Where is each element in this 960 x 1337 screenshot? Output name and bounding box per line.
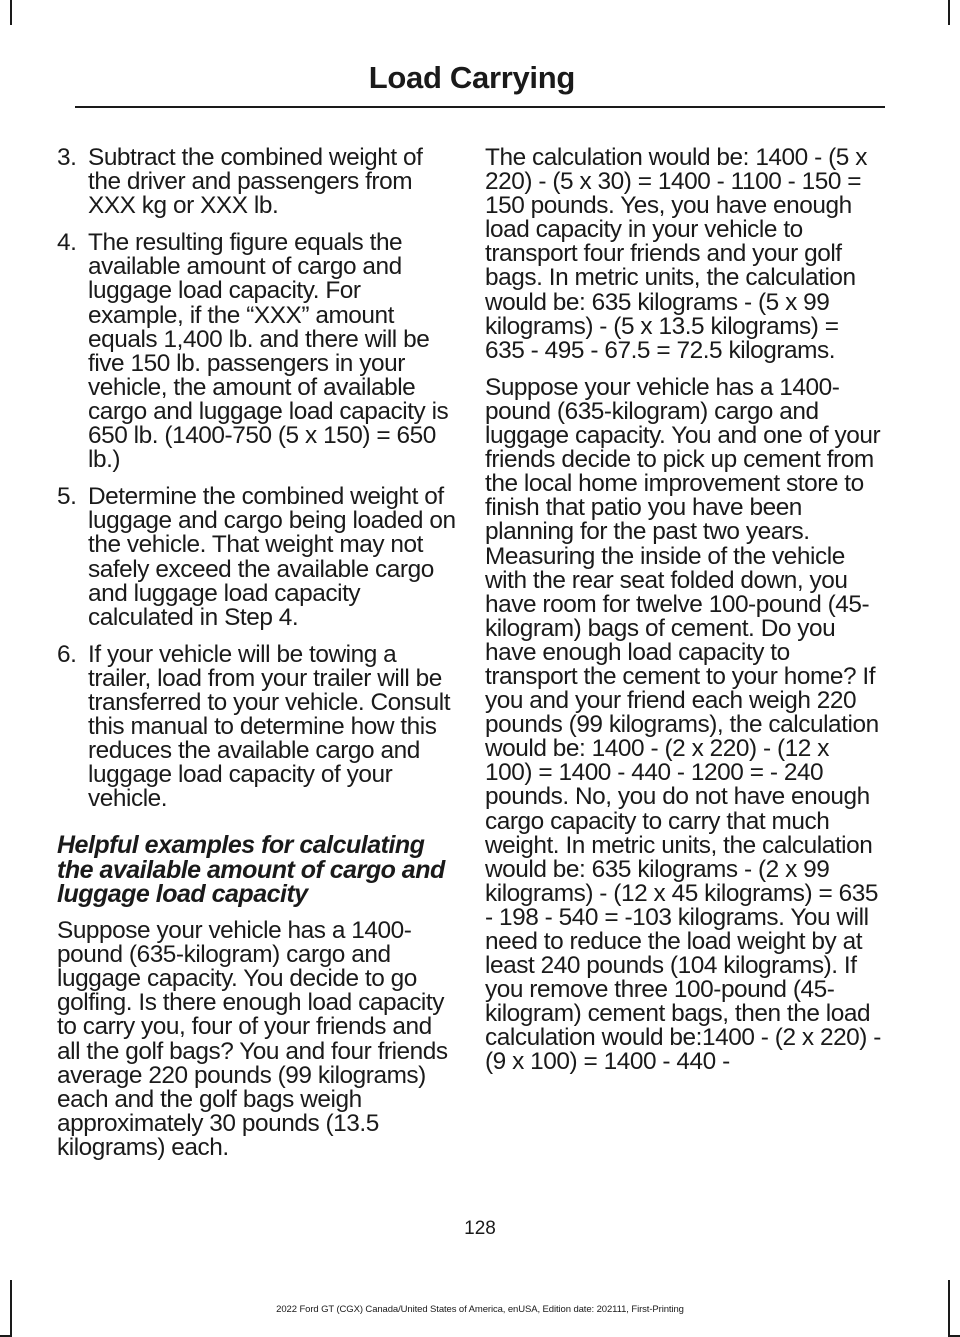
step-number: 6.	[57, 640, 77, 668]
cement-example-paragraph: Suppose your vehicle has a 1400-pound (635-kilogram) cargo and luggage capacity. You and one of your friends decide to pick up cement from the local home improvement store to finish that patio you have been planning for the past two years. Measuring the inside of the vehicle with the rear seat folded down, you have room for twelve 100-pound (45-kilogram) bags of cement. Do you have enough load capacity to transport the cement to your home? If you and your friend each weigh 220 pounds (99 kilograms), the calculation would be: 1400 - (2 x 220) - (12 x 100) = 1400 - 440 - 1200 = - 240 pounds. No, you do not have enough cargo capacity to carry that much weight. In metric units, the calculation would be: 635 kilograms - (2 x 99 kilograms) - (12 x 45 kilograms) = 635 - 198 - 540 = -103 kilograms. You will need to reduce the load weight by at least 240 pounds (104 kilograms). If you remove three 100-pound (45-kilogram) cement bags, then the load calculation would be:1400 - (2 x 220) - (9 x 100) = 1400 - 440 -	[485, 373, 881, 1076]
footer-edition-info: 2022 Ford GT (CGX) Canada/United States of America, enUSA, Edition date: 202111, First-Printing	[276, 1304, 684, 1315]
example-paragraph: Suppose your vehicle has a 1400-pound (635-kilogram) cargo and luggage capacity. You decide to go golfing. Is there enough load capacity to carry you, four of your friends and all the golf bags? You and four friends average 220 pounds (99 kilograms) each and the golf bags weigh approximately 30 pounds (13.5 kilograms) each.	[57, 917, 448, 1161]
step-text: Subtract the combined weight of the driver and passengers from XXX kg or XXX lb.	[88, 144, 423, 220]
page-number: 128	[464, 1218, 496, 1239]
list-item	[57, 231, 459, 472]
header-divider	[75, 106, 885, 108]
left-column	[57, 146, 459, 1173]
examples-subheading: Helpful examples for calculating the available amount of cargo and luggage load capacity	[57, 831, 445, 908]
crop-mark-top-left	[10, 0, 12, 25]
list-item	[57, 485, 459, 630]
step-text: The resulting figure equals the available amount of cargo and luggage load capacity. For example, if the “XXX” amount equals 1,400 lb. and there will be five 150 lb. passengers in your vehicle, the amount of available cargo and luggage load capacity is 650 lb. (1400-750 (5 x 150) = 650 lb.)	[88, 229, 449, 474]
step-text: Determine the combined weight of luggage and cargo being loaded on the vehicle. That weight may not safely exceed the available cargo and luggage load capacity calculated in Step 4.	[88, 483, 456, 631]
step-number: 3.	[57, 144, 77, 171]
list-item	[57, 146, 459, 218]
step-text: If your vehicle will be towing a trailer, load from your trailer will be transferred to your vehicle. Consult this manual to determine how this reduces the available cargo and luggage load capacity of your vehicle.	[88, 640, 451, 813]
crop-mark-top-right	[948, 0, 950, 25]
step-number: 5.	[57, 483, 77, 511]
section-title: Load Carrying	[368, 60, 575, 95]
calculation-paragraph: The calculation would be: 1400 - (5 x 220) - (5 x 30) = 1400 - 1100 - 150 = 150 pounds. Yes, you have enough load capacity in your vehicle to transport four friends and your golf bags. In metric units, the calculation would be: 635 kilograms - (5 x 99 kilograms) - (5 x 13.5 kilograms) = 635 - 495 - 67.5 = 72.5 kilograms.	[485, 144, 867, 364]
right-column	[485, 146, 881, 1088]
steps-list	[57, 146, 459, 811]
step-number: 4.	[57, 229, 77, 257]
list-item	[57, 640, 459, 813]
